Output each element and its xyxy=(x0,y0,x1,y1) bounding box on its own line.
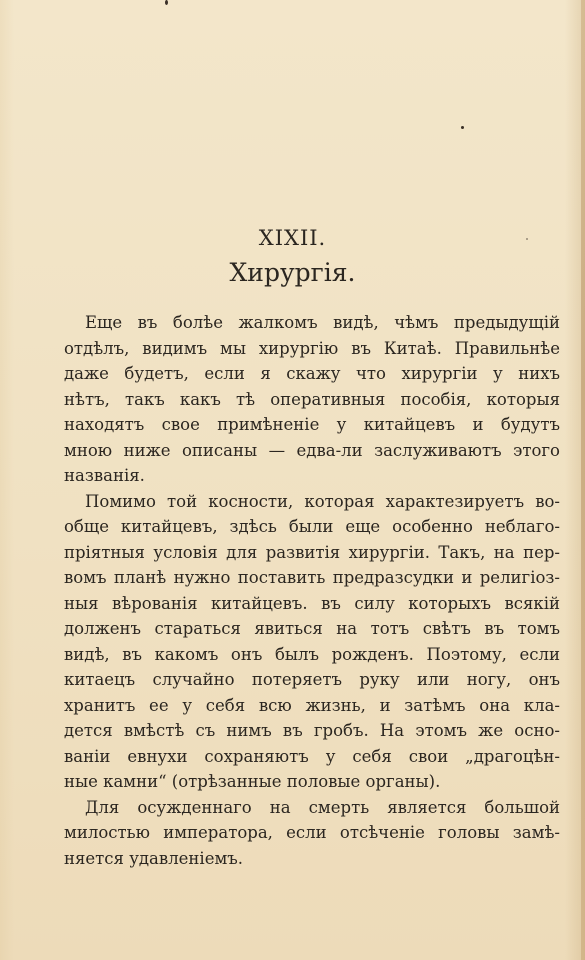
page-edge-shadow xyxy=(581,0,585,960)
chapter-number: XIXII. xyxy=(258,226,327,250)
text-line: няется удавленіемъ. xyxy=(64,848,244,868)
text-line: китаецъ случайно потеряетъ руку или ногу, онъ xyxy=(64,670,560,689)
text-line: Помимо той косности, которая характезируетъ во- xyxy=(85,491,560,511)
text-line: нѣтъ, такъ какъ тѣ оперативныя пособія, которыя xyxy=(64,389,560,409)
text-line: вомъ планѣ нужно поставить предразсудки и религіоз- xyxy=(64,568,560,587)
text-line: Для осужденнаго на смерть является большой xyxy=(85,797,560,817)
text-line: дется вмѣстѣ съ нимъ въ гробъ. На этомъ же осно- xyxy=(64,721,560,740)
text-line: видѣ, въ какомъ онъ былъ рожденъ. Поэтому, если xyxy=(64,644,560,664)
text-line: ные камни“ (отрѣзанные половые органы). xyxy=(64,772,441,791)
chapter-title: Хирургія. xyxy=(229,258,356,287)
text-line: ныя вѣрованія китайцевъ. въ силу которыхъ всякій xyxy=(64,593,560,613)
paragraph-2 xyxy=(64,489,560,795)
text-line: милостью императора, если отсѣченіе головы замѣ- xyxy=(64,823,560,842)
text-line: хранитъ ее у себя всю жизнь, и затѣмъ она кла- xyxy=(64,695,560,715)
chapter-body xyxy=(64,310,560,871)
paragraph-1 xyxy=(64,310,560,489)
text-line: пріятныя условія для развитія хирургіи. Такъ, на пер- xyxy=(64,542,560,562)
text-line: названія. xyxy=(64,466,145,485)
text-line: даже будетъ, если я скажу что хирургіи у нихъ xyxy=(64,364,560,383)
ink-speck xyxy=(165,0,168,5)
ink-speck xyxy=(461,126,464,129)
text-line: долженъ стараться явиться на тотъ свѣтъ въ томъ xyxy=(64,619,560,638)
paragraph-3 xyxy=(64,795,560,872)
text-line: мною ниже описаны — едва-ли заслуживаютъ этого xyxy=(64,440,560,460)
text-line: ваніи евнухи сохраняютъ у себя свои „драгоцѣн- xyxy=(64,746,560,766)
text-line: Еще въ болѣе жалкомъ видѣ, чѣмъ предыдущій xyxy=(85,313,560,332)
text-line: обще китайцевъ, здѣсь были еще особенно неблаго- xyxy=(64,517,560,536)
text-line: находятъ свое примѣненіе у китайцевъ и будутъ xyxy=(64,415,560,434)
text-line: отдѣлъ, видимъ мы хирургію въ Китаѣ. Правильнѣе xyxy=(64,338,560,358)
